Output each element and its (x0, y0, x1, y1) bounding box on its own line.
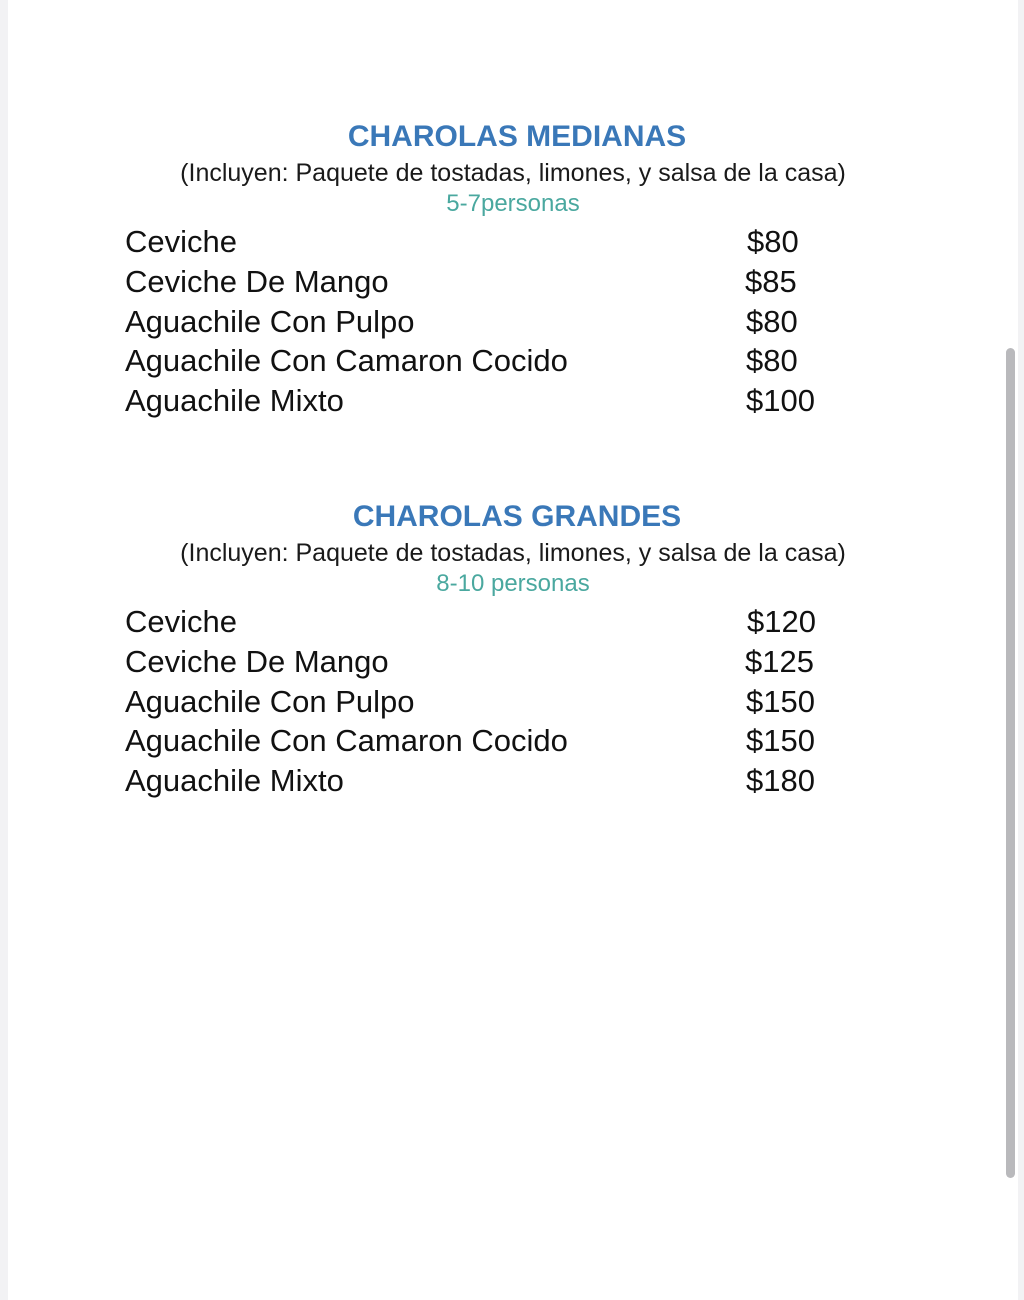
menu-item (8, 381, 1018, 421)
section-charolas-grandes (8, 498, 1018, 801)
menu-item-name: Ceviche De Mango (125, 643, 389, 679)
menu-item (8, 761, 1018, 801)
scrollbar-track[interactable] (1018, 0, 1024, 1300)
section-title: CHAROLAS GRANDES (352, 500, 682, 533)
menu-item-price: $150 (746, 683, 815, 719)
menu-item-name: Aguachile Con Pulpo (125, 683, 415, 719)
menu-item-price: $150 (746, 723, 815, 759)
menu-item-name: Ceviche (125, 224, 237, 259)
menu-page (8, 0, 1018, 1300)
menu-item-name: Ceviche De Mango (125, 263, 389, 299)
menu-item (8, 262, 1018, 302)
menu-item-price: $85 (745, 263, 797, 299)
menu-item-name: Aguachile Mixto (125, 763, 344, 799)
menu-item-price: $120 (747, 604, 816, 639)
menu-item-name: Aguachile Con Pulpo (125, 303, 415, 339)
menu-item-name: Aguachile Mixto (125, 383, 344, 419)
menu-item-name: Aguachile Con Camaron Cocido (125, 723, 568, 759)
menu-item-price: $80 (747, 224, 799, 259)
section-people-count: 8-10 personas (436, 570, 590, 597)
scrollbar-thumb[interactable] (1006, 348, 1015, 1178)
menu-item (8, 602, 1018, 642)
menu-item-price: $100 (746, 383, 815, 419)
menu-item (8, 302, 1018, 342)
menu-item (8, 682, 1018, 722)
section-subtitle: (Incluyen: Paquete de tostadas, limones, y salsa de la casa) (180, 539, 846, 567)
section-subtitle: (Incluyen: Paquete de tostadas, limones, y salsa de la casa) (180, 159, 846, 187)
section-title: CHAROLAS MEDIANAS (347, 120, 687, 153)
menu-item (8, 642, 1018, 682)
menu-item (8, 222, 1018, 262)
section-charolas-medianas (8, 118, 1018, 421)
menu-item (8, 721, 1018, 761)
menu-item-price: $80 (746, 303, 798, 339)
menu-item-list (8, 222, 1018, 421)
menu-item-name: Ceviche (125, 604, 237, 639)
menu-item-list (8, 602, 1018, 801)
menu-item-price: $80 (746, 343, 798, 379)
menu-item (8, 341, 1018, 381)
menu-item-name: Aguachile Con Camaron Cocido (125, 343, 568, 379)
menu-item-price: $125 (745, 643, 814, 679)
menu-item-price: $180 (746, 763, 815, 799)
section-people-count: 5-7personas (446, 190, 580, 217)
